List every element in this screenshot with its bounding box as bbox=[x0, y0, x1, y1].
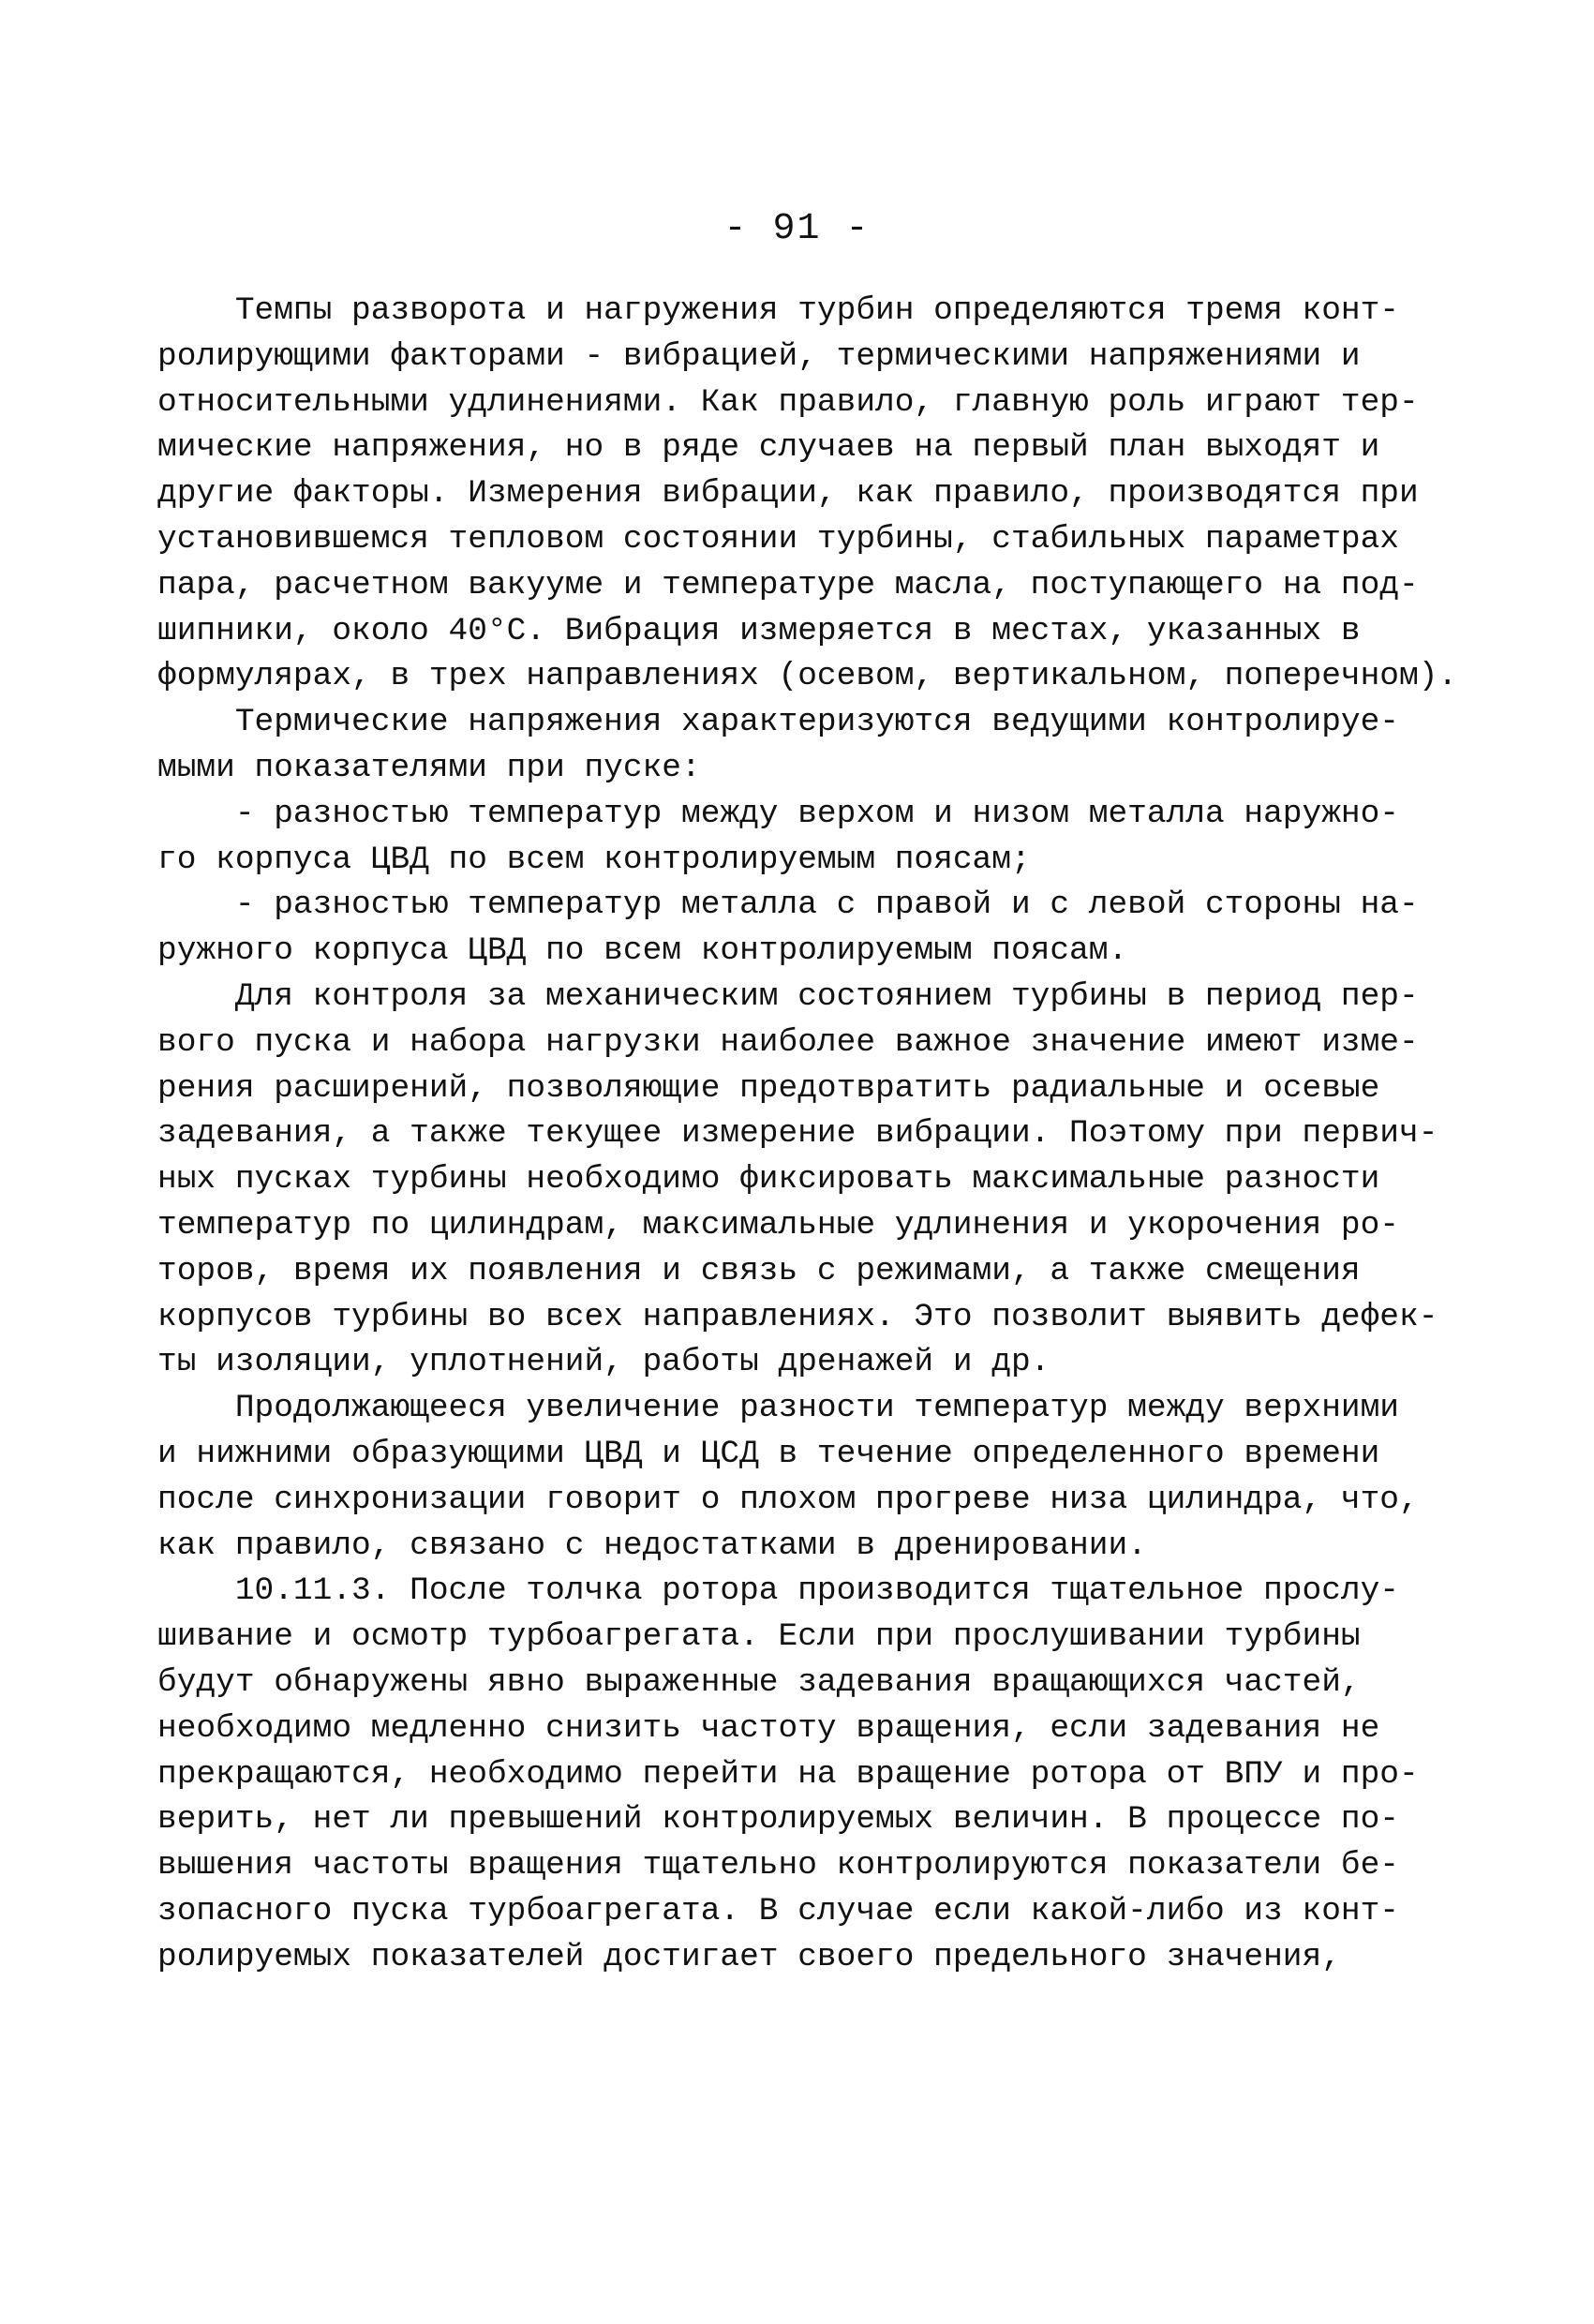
text-line: установившемся тепловом состоянии турбины, стабильных параметрах bbox=[157, 520, 1400, 558]
text-line: будут обнаружены явно выраженные задевания вращающихся частей, bbox=[157, 1663, 1361, 1701]
text-line: формулярах, в трех направлениях (осевом, вертикальном, поперечном). bbox=[157, 658, 1458, 695]
text-line: го корпуса ЦВД по всем контролируемым поясам; bbox=[157, 841, 1031, 878]
text-line: вышения частоты вращения тщательно контролируются показатели бе- bbox=[157, 1847, 1400, 1885]
text-line: относительными удлинениями. Как правило, главную роль играют тер- bbox=[157, 383, 1419, 421]
text-line: шивание и осмотр турбоагрегата. Если при прослушивании турбины bbox=[157, 1618, 1361, 1656]
text-line: прекращаются, необходимо перейти на вращение ротора от ВПУ и про- bbox=[157, 1755, 1419, 1793]
text-line: пара, расчетном вакууме и температуре масла, поступающего на под- bbox=[157, 566, 1419, 603]
body-text bbox=[157, 289, 1460, 1980]
text-line: ных пусках турбины необходимо фиксировать максимальные разности bbox=[157, 1161, 1380, 1199]
text-line: Термические напряжения характеризуются ведущими контролируе- bbox=[157, 704, 1400, 741]
text-line: Темпы разворота и нагружения турбин определяются тремя конт- bbox=[157, 292, 1400, 329]
text-line: - разностью температур между верхом и низом металла наружно- bbox=[157, 795, 1400, 832]
text-line: необходимо медленно снизить частоту вращения, если задевания не bbox=[157, 1709, 1380, 1747]
page-number: - 91 - bbox=[723, 208, 871, 250]
text-line: ролирующими факторами - вибрацией, термическими напряжениями и bbox=[157, 337, 1361, 375]
text-line: Для контроля за механическим состоянием турбины в период пер- bbox=[157, 977, 1419, 1015]
text-line: торов, время их появления и связь с режимами, а также смещения bbox=[157, 1252, 1361, 1289]
text-line: как правило, связано с недостатками в дренировании. bbox=[157, 1527, 1147, 1564]
text-line: зопасного пуска турбоагрегата. В случае если какой-либо из конт- bbox=[157, 1892, 1400, 1929]
text-line: корпусов турбины во всех направлениях. Это позволит выявить дефек- bbox=[157, 1298, 1438, 1335]
text-line: мические напряжения, но в ряде случаев на первый план выходят и bbox=[157, 429, 1380, 467]
text-line: после синхронизации говорит о плохом прогреве низа цилиндра, что, bbox=[157, 1481, 1419, 1518]
text-line: и нижними образующими ЦВД и ЦСД в течение определенного времени bbox=[157, 1435, 1380, 1472]
text-line: шипники, около 40°С. Вибрация измеряется в местах, указанных в bbox=[157, 612, 1361, 649]
text-line: задевания, а также текущее измерение вибрации. Поэтому при первич- bbox=[157, 1115, 1438, 1153]
text-line: рения расширений, позволяющие предотвратить радиальные и осевые bbox=[157, 1069, 1380, 1107]
text-line: ролируемых показателей достигает своего предельного значения, bbox=[157, 1938, 1341, 1975]
text-line: верить, нет ли превышений контролируемых величин. В процессе по- bbox=[157, 1801, 1400, 1839]
text-line: температур по цилиндрам, максимальные удлинения и укорочения ро- bbox=[157, 1206, 1400, 1244]
text-line: ты изоляции, уплотнений, работы дренажей и др. bbox=[157, 1344, 1050, 1381]
text-line: ружного корпуса ЦВД по всем контролируемым поясам. bbox=[157, 932, 1128, 970]
text-line: мыми показателями при пуске: bbox=[157, 749, 701, 786]
text-line: другие факторы. Измерения вибрации, как правило, производятся при bbox=[157, 475, 1419, 513]
text-line: вого пуска и набора нагрузки наиболее важное значение имеют изме- bbox=[157, 1023, 1419, 1061]
text-line: - разностью температур металла с правой и с левой стороны на- bbox=[157, 886, 1419, 924]
text-line: Продолжающееся увеличение разности температур между верхними bbox=[157, 1390, 1400, 1427]
text-line: 10.11.3. После толчка ротора производится тщательное прослу- bbox=[157, 1572, 1400, 1610]
